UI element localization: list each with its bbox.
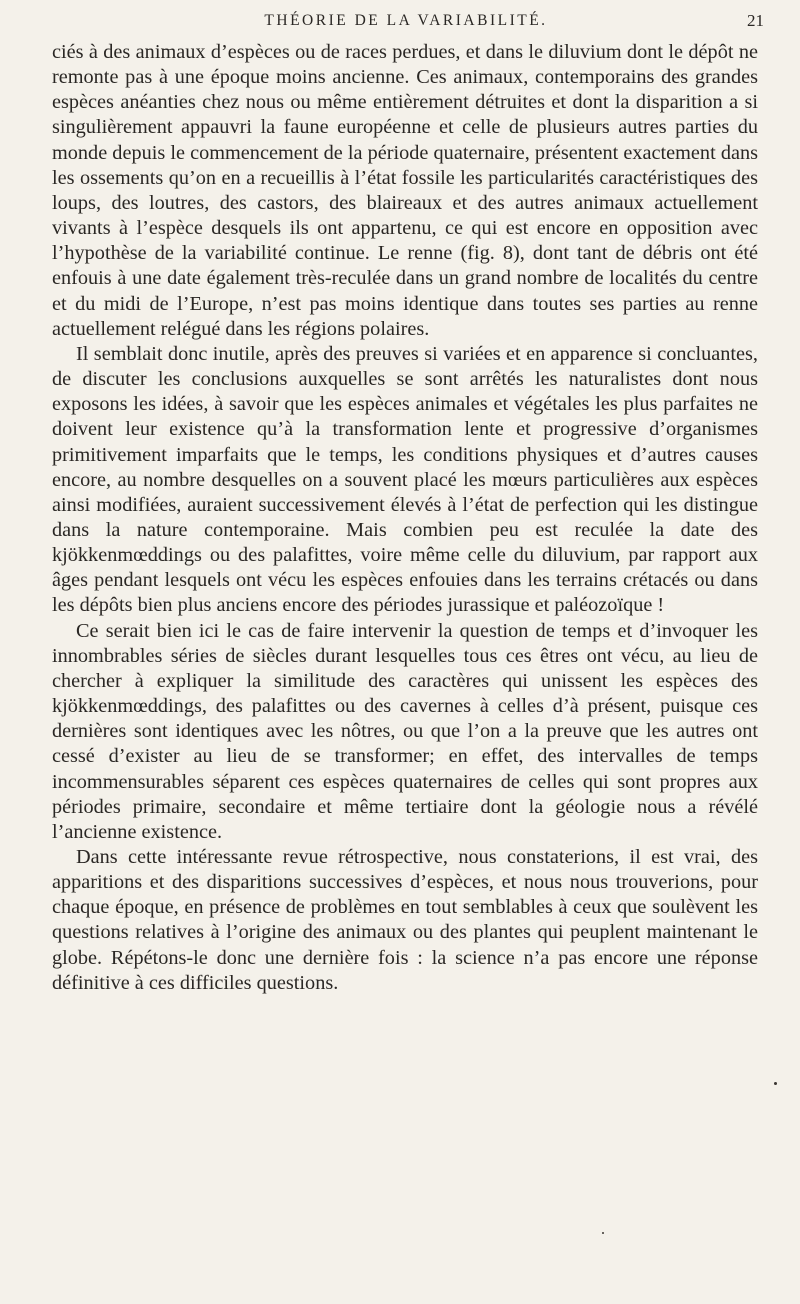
- paragraph-2: Il semblait donc inutile, après des preuves si variées et en apparence si concluantes, de discuter les conclusions auxquelles se sont arrêtés les naturalistes dont nous exposons les idées, à savoir que les espèces animales et végétales les plus parfaites ne doivent leur existence qu’à la transformation lente et progressive d’organismes primitivement imparfaits que le temps, les conditions physiques et d’autres causes encore, au nombre desquelles on a souvent placé les mœurs particulières aux espèces ainsi modifiées, auraient successivement élevés à l’état de perfection qui les distingue dans la nature contemporaine. Mais combien peu est reculée la date des kjökkenmœddings ou des palafittes, voire même celle du diluvium, par rapport aux âges pendant lesquels ont vécu les espèces enfouies dans les terrains crétacés ou dans les dépôts bien plus anciens encore des périodes jurassique et paléozoïque !: [52, 342, 758, 617]
- page-number: 21: [747, 11, 764, 30]
- running-header: [48, 8, 764, 34]
- paragraph-4: Dans cette intéressante revue rétrospective, nous constaterions, il est vrai, des apparitions et des disparitions successives d’espèces, et nous nous trouverions, pour chaque époque, en présence de problèmes en tout semblables à ceux que soulèvent les questions relatives à l’origine des animaux ou des plantes qui peuplent maintenant le globe. Répétons-le donc une dernière fois : la science n’a pas encore une réponse définitive à ces difficiles questions.: [52, 846, 758, 994]
- running-title: THÉORIE DE LA VARIABILITÉ.: [264, 12, 548, 29]
- paragraph-1: ciés à des animaux d’espèces ou de races perdues, et dans le diluvium dont le dépôt ne remonte pas à une époque moins ancienne. Ces animaux, contemporains des grandes espèces anéanties chez nous ou même entièrement détruites et dont la disparition a si singulièrement appauvri la faune européenne et celle de plusieurs autres parties du monde depuis le commencement de la période quaternaire, présentent exactement dans les ossements qu’on en a recueillis à l’état fossile les particularités caractéristiques des loups, des loutres, des castors, des blaireaux et des autres animaux actuellement vivants à l’espèce desquels ils ont appartenu, ce qui est encore en opposition avec l’hypothèse de la variabilité continue. Le renne (fig. 8), dont tant de débris ont été enfouis à une date également très-reculée dans un grand nombre de localités du centre et du midi de l’Europe, n’est pas moins identique dans toutes ses parties au renne actuellement relégué dans les régions polaires.: [52, 41, 758, 340]
- body-text: [52, 40, 758, 996]
- print-speck: [774, 1082, 777, 1085]
- print-speck: [602, 1232, 604, 1234]
- paragraph-3: Ce serait bien ici le cas de faire intervenir la question de temps et d’invoquer les innombrables séries de siècles durant lesquelles tous ces êtres ont vécu, au lieu de chercher à expliquer la similitude des caractères qui unissent les espèces des kjökkenmœddings, des palafittes ou des cavernes à celles d’à présent, puisque ces dernières sont identiques avec les nôtres, ou que l’on a la preuve que les autres ont cessé d’exister au lieu de se transformer; en effet, des intervalles de temps incommensurables séparent ces espèces quaternaires de celles qui sont propres aux périodes primaire, secondaire et même tertiaire dont la géologie nous a révélé l’ancienne existence.: [52, 619, 758, 843]
